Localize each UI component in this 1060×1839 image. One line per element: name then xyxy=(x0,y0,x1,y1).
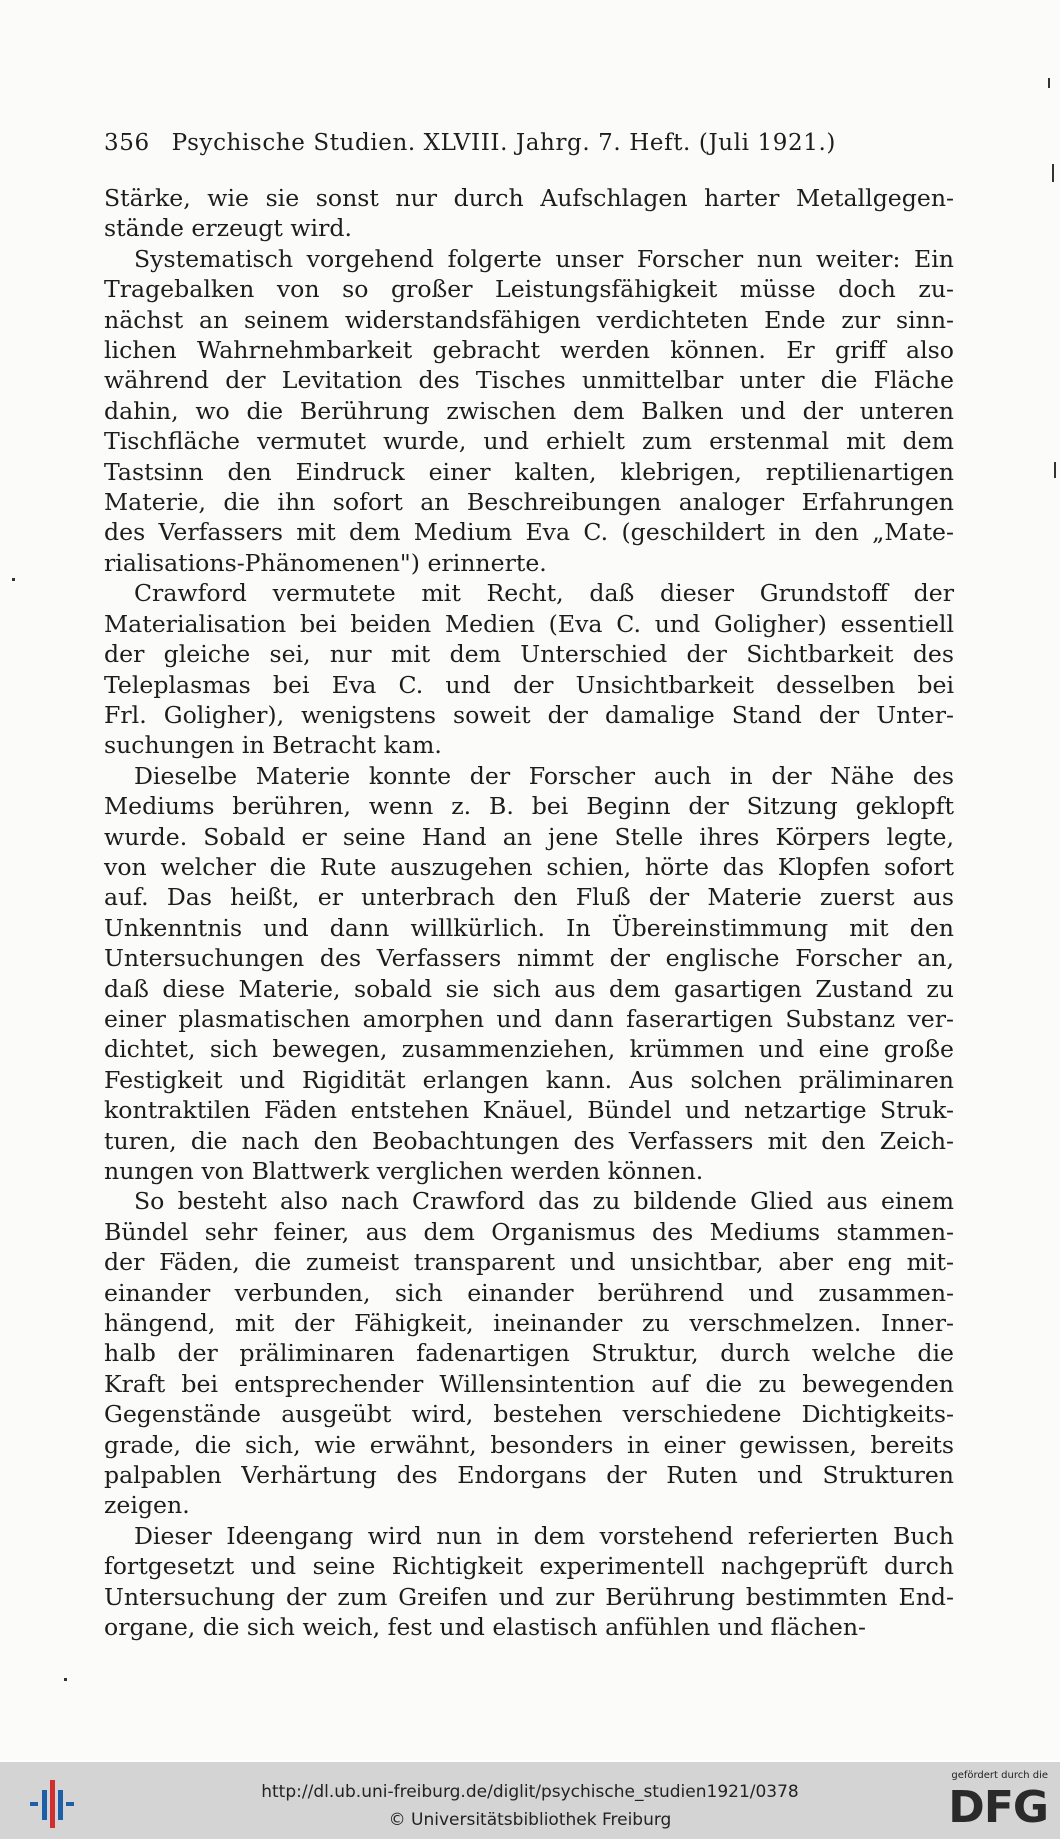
paragraph xyxy=(104,1186,954,1520)
text-line: Untersuchungen des Verfassers nimmt der englische Forscher an, xyxy=(104,944,954,973)
text-line: Bündel sehr feiner, aus dem Organismus des Mediums stammen- xyxy=(104,1217,954,1246)
scan-mark xyxy=(1054,462,1056,478)
paragraph xyxy=(104,244,954,578)
scan-mark xyxy=(12,578,15,581)
text-line: auf. Das heißt, er unterbrach den Fluß der Materie zuerst aus xyxy=(104,883,954,912)
text-line: daß diese Materie, sobald sie sich aus dem gasartigen Zustand zu xyxy=(104,974,954,1003)
body-text xyxy=(104,183,954,1643)
text-line: einer plasmatischen amorphen und dann faserartigen Substanz ver- xyxy=(104,1004,954,1033)
scan-mark xyxy=(1052,164,1054,182)
text-line: Dieser Ideengang wird nun in dem vorstehend referierten Buch xyxy=(134,1521,954,1550)
page-number: 356 xyxy=(104,130,150,156)
running-title: Psychische Studien. XLVIII. Jahrg. 7. Heft. (Juli 1921.) xyxy=(171,130,836,156)
text-line: stände erzeugt wird. xyxy=(104,214,352,243)
text-line: Stärke, wie sie sonst nur durch Aufschlagen harter Metallgegen- xyxy=(104,184,954,212)
viewer-footer xyxy=(0,1762,1060,1839)
text-line: einander verbunden, sich einander berührend und zusammen- xyxy=(104,1278,954,1307)
text-line: Untersuchung der zum Greifen und zur Berührung bestimmten End- xyxy=(104,1582,954,1611)
text-line: nungen von Blattwerk verglichen werden können. xyxy=(104,1157,704,1185)
text-line: Unkenntnis und dann willkürlich. In Übereinstimmung mit den xyxy=(104,913,954,942)
dfg-logo[interactable]: DFG xyxy=(948,1782,1048,1833)
text-line: suchungen in Betracht kam. xyxy=(104,731,442,760)
text-line: dahin, wo die Berührung zwischen dem Balken und der unteren xyxy=(104,396,954,425)
copyright-notice: © Universitätsbibliothek Freiburg xyxy=(388,1810,672,1830)
text-line: Dieselbe Materie konnte der Forscher auch in der Nähe des xyxy=(134,761,954,790)
paragraph xyxy=(104,761,954,1187)
paragraph xyxy=(104,183,954,244)
text-line: Crawford vermutete mit Recht, daß dieser Grundstoff der xyxy=(134,579,954,608)
dfg-caption: gefördert durch die xyxy=(951,1770,1048,1781)
text-line: organe, die sich weich, fest und elastisch anfühlen und flächen- xyxy=(104,1613,867,1642)
document-url-link[interactable]: http://dl.ub.uni-freiburg.de/diglit/psychische_studien1921/0378 xyxy=(261,1782,799,1802)
text-line: halb der präliminaren fadenartigen Struktur, durch welche die xyxy=(104,1339,954,1368)
text-line: Tischfläche vermutet wurde, und erhielt zum erstenmal mit dem xyxy=(104,427,954,456)
text-line: hängend, mit der Fähigkeit, ineinander zu verschmelzen. Inner- xyxy=(104,1309,954,1338)
paragraph xyxy=(104,578,954,760)
text-line: während der Levitation des Tisches unmittelbar unter die Fläche xyxy=(104,366,954,395)
text-line: Gegenstände ausgeübt wird, bestehen verschiedene Dichtigkeits- xyxy=(104,1400,954,1429)
text-line: fortgesetzt und seine Richtigkeit experimentell nachgeprüft durch xyxy=(104,1552,954,1581)
text-line: der gleiche sei, nur mit dem Unterschied der Sichtbarkeit des xyxy=(104,640,954,669)
paragraph xyxy=(104,1521,954,1643)
text-line: kontraktilen Fäden entstehen Knäuel, Bündel und netzartige Struk- xyxy=(104,1096,954,1125)
text-line: lichen Wahrnehmbarkeit gebracht werden können. Er griff also xyxy=(104,336,954,365)
text-line: palpablen Verhärtung des Endorgans der Ruten und Strukturen xyxy=(104,1461,954,1490)
text-line: wurde. Sobald er seine Hand an jene Stelle ihres Körpers legte, xyxy=(104,822,954,851)
text-line: Mediums berühren, wenn z. B. bei Beginn der Sitzung geklopft xyxy=(104,792,954,821)
text-line: der Fäden, die zumeist transparent und unsichtbar, aber eng mit- xyxy=(104,1248,954,1277)
text-line: Teleplasmas bei Eva C. und der Unsichtbarkeit desselben bei xyxy=(104,670,954,699)
scan-mark xyxy=(64,1678,67,1681)
text-line: grade, die sich, wie erwähnt, besonders in einer gewissen, bereits xyxy=(104,1430,954,1459)
text-line: Tastsinn den Eindruck einer kalten, klebrigen, reptilienartigen xyxy=(104,457,954,486)
text-line: Materie, die ihn sofort an Beschreibungen analoger Erfahrungen xyxy=(104,488,954,517)
scan-mark xyxy=(1048,78,1050,88)
text-line: dichtet, sich bewegen, zusammenziehen, krümmen und eine große xyxy=(104,1035,954,1064)
text-line: zeigen. xyxy=(104,1491,190,1520)
text-line: So besteht also nach Crawford das zu bildende Glied aus einem xyxy=(134,1187,954,1216)
text-line: Systematisch vorgehend folgerte unser Forscher nun weiter: Ein xyxy=(134,244,954,273)
text-line: Tragebalken von so großer Leistungsfähigkeit müsse doch zu- xyxy=(104,275,954,304)
text-line: nächst an seinem widerstandsfähigen verdichteten Ende zur sinn- xyxy=(104,305,954,334)
text-line: des Verfassers mit dem Medium Eva C. (geschildert in den „Mate- xyxy=(104,518,954,547)
text-line: turen, die nach den Beobachtungen des Verfassers mit den Zeich- xyxy=(104,1126,954,1155)
text-line: Materialisation bei beiden Medien (Eva C. und Goligher) essentiell xyxy=(104,609,954,638)
text-line: von welcher die Rute auszugehen schien, hörte das Klopfen sofort xyxy=(104,852,954,881)
text-line: Festigkeit und Rigidität erlangen kann. Aus solchen präliminaren xyxy=(104,1065,954,1094)
text-line: rialisations-Phänomenen") erinnerte. xyxy=(104,548,547,577)
text-line: Frl. Goligher), wenigstens soweit der damalige Stand der Unter- xyxy=(104,700,954,729)
running-header xyxy=(104,130,960,156)
text-line: Kraft bei entsprechender Willensintention auf die zu bewegenden xyxy=(104,1369,954,1398)
